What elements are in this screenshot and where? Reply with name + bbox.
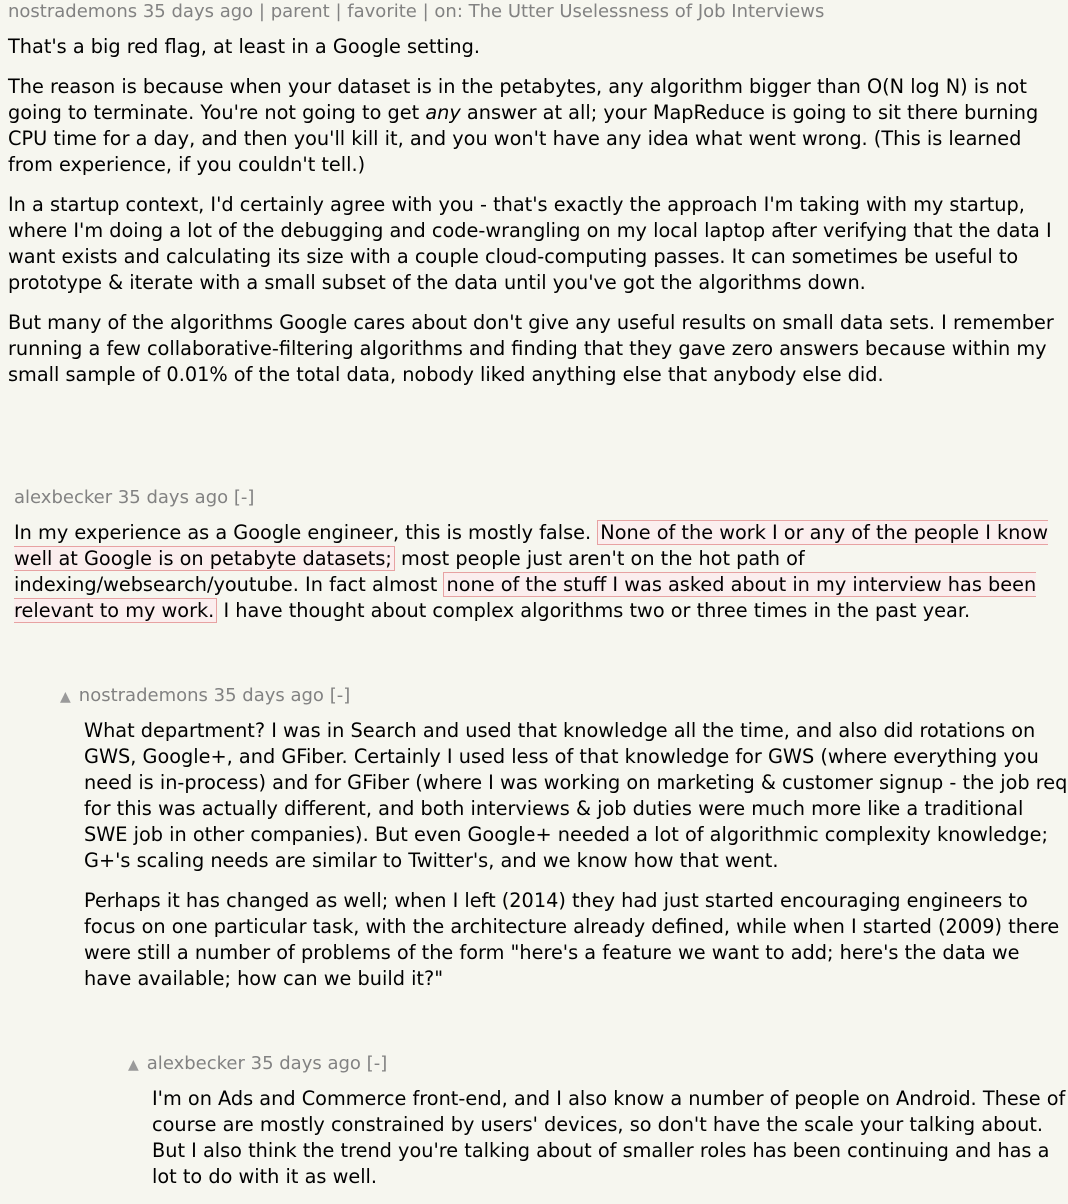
comment-nostrademons-2 bbox=[60, 684, 1068, 1006]
upvote-arrow-icon[interactable]: ▲ bbox=[60, 689, 71, 705]
comment-paragraph bbox=[8, 74, 1068, 178]
upvote-arrow-icon[interactable]: ▲ bbox=[128, 1057, 139, 1073]
collapse-toggle[interactable]: [-] bbox=[233, 487, 255, 508]
comment-age-link[interactable]: 35 days ago bbox=[213, 685, 324, 706]
separator: | bbox=[422, 1, 429, 22]
comment-paragraph: What department? I was in Search and used that knowledge all the time, and also did rotations on GWS, Google+, and GFiber. Certainly I used less of that knowledge for GWS (where everything you need is in-process) and for GFiber (where I was working on marketing & customer signup - the job req for this was actually different, and both interviews & job duties were much more like a traditional SWE job in other companies). But even Google+ needed a lot of algorithmic complexity knowledge; G+'s scaling needs are similar to Twitter's, and we know how that went. bbox=[84, 719, 1068, 872]
comment-text bbox=[60, 718, 1068, 992]
comment-user-link[interactable]: nostrademons bbox=[8, 1, 138, 22]
comment-paragraph: That's a big red flag, at least in a Google setting. bbox=[8, 35, 480, 58]
on-label: on: bbox=[434, 1, 463, 22]
comment-user-link[interactable]: alexbecker bbox=[14, 487, 113, 508]
comment-nostrademons-1 bbox=[8, 0, 1068, 402]
separator: | bbox=[335, 1, 342, 22]
paragraph-text: The reason is because when your dataset is in the petabytes, any algorithm bigger than O(N log N) is not going to terminate. You're not going to get bbox=[8, 75, 1027, 124]
parent-link[interactable]: parent bbox=[270, 1, 330, 22]
story-title-link[interactable]: The Utter Uselessness of Job Interviews bbox=[468, 1, 825, 22]
comment-header bbox=[8, 0, 1068, 24]
comment-paragraph: In a startup context, I'd certainly agree with you - that's exactly the approach I'm taking with my startup, where I'm doing a lot of the debugging and code-wrangling on my local laptop after verifying that the data I want exists and calculating its size with a couple cloud-computing passes. It can sometimes be useful to prototype & iterate with a small subset of the data until you've got the algorithms down. bbox=[8, 193, 1052, 294]
comment-alexbecker-1 bbox=[14, 486, 1068, 638]
favorite-link[interactable]: favorite bbox=[347, 1, 417, 22]
paragraph-text: answer at all; your MapReduce is going to sit there burning CPU time for a day, and then you'll kill it, and you won't have any idea what went wrong. (This is learned from experience, if you couldn't tell.) bbox=[8, 101, 1039, 176]
emphasis-text: any bbox=[425, 101, 461, 124]
comment-header bbox=[128, 1052, 1068, 1076]
comment-header bbox=[14, 486, 1068, 510]
comment-age-link[interactable]: 35 days ago bbox=[117, 487, 229, 508]
paragraph-text: most people just aren't on the hot path of indexing/websearch/youtube. In fact almost bbox=[14, 547, 805, 596]
comment-text bbox=[8, 34, 1068, 388]
comment-paragraph: But many of the algorithms Google cares about don't give any useful results on small data sets. I remember running a few collaborative-filtering algorithms and finding that they gave zero answers because within my small sample of 0.01% of the total data, nobody liked anything else that anybody else did. bbox=[8, 311, 1054, 386]
collapse-toggle[interactable]: [-] bbox=[366, 1053, 388, 1074]
comment-header bbox=[60, 684, 1068, 708]
comment-age-link[interactable]: 35 days ago bbox=[250, 1053, 361, 1074]
comment-paragraph: Perhaps it has changed as well; when I left (2014) they had just started encouraging engineers to focus on one particular task, with the architecture already defined, while when I started (2009) there were still a number of problems of the form "here's a feature we want to add; here's the data we have available; how can we build it?" bbox=[84, 889, 1060, 990]
comment-age-link[interactable]: 35 days ago bbox=[142, 1, 254, 22]
paragraph-text: I have thought about complex algorithms two or three times in the past year. bbox=[217, 599, 971, 622]
comment-user-link[interactable]: alexbecker bbox=[146, 1053, 245, 1074]
comment-user-link[interactable]: nostrademons bbox=[78, 685, 208, 706]
comment-text bbox=[14, 520, 1068, 624]
paragraph-text: In my experience as a Google engineer, this is mostly false. bbox=[14, 521, 598, 544]
comment-text bbox=[128, 1086, 1068, 1190]
comment-alexbecker-2 bbox=[128, 1052, 1068, 1204]
comment-paragraph bbox=[14, 520, 1068, 624]
highlighted-text: None of the work I or any of the people I know well at Google is on petabyte datasets; bbox=[14, 521, 1048, 570]
comment-paragraph: I'm on Ads and Commerce front-end, and I also know a number of people on Android. These of course are mostly constrained by users' devices, so don't have the scale your talking about. But I also think the trend you're talking about of smaller roles has been continuing and has a lot to do with it as well. bbox=[152, 1087, 1066, 1188]
separator: | bbox=[258, 1, 265, 22]
collapse-toggle[interactable]: [-] bbox=[329, 685, 351, 706]
highlighted-text: none of the stuff I was asked about in my interview has been relevant to my work. bbox=[14, 573, 1037, 622]
